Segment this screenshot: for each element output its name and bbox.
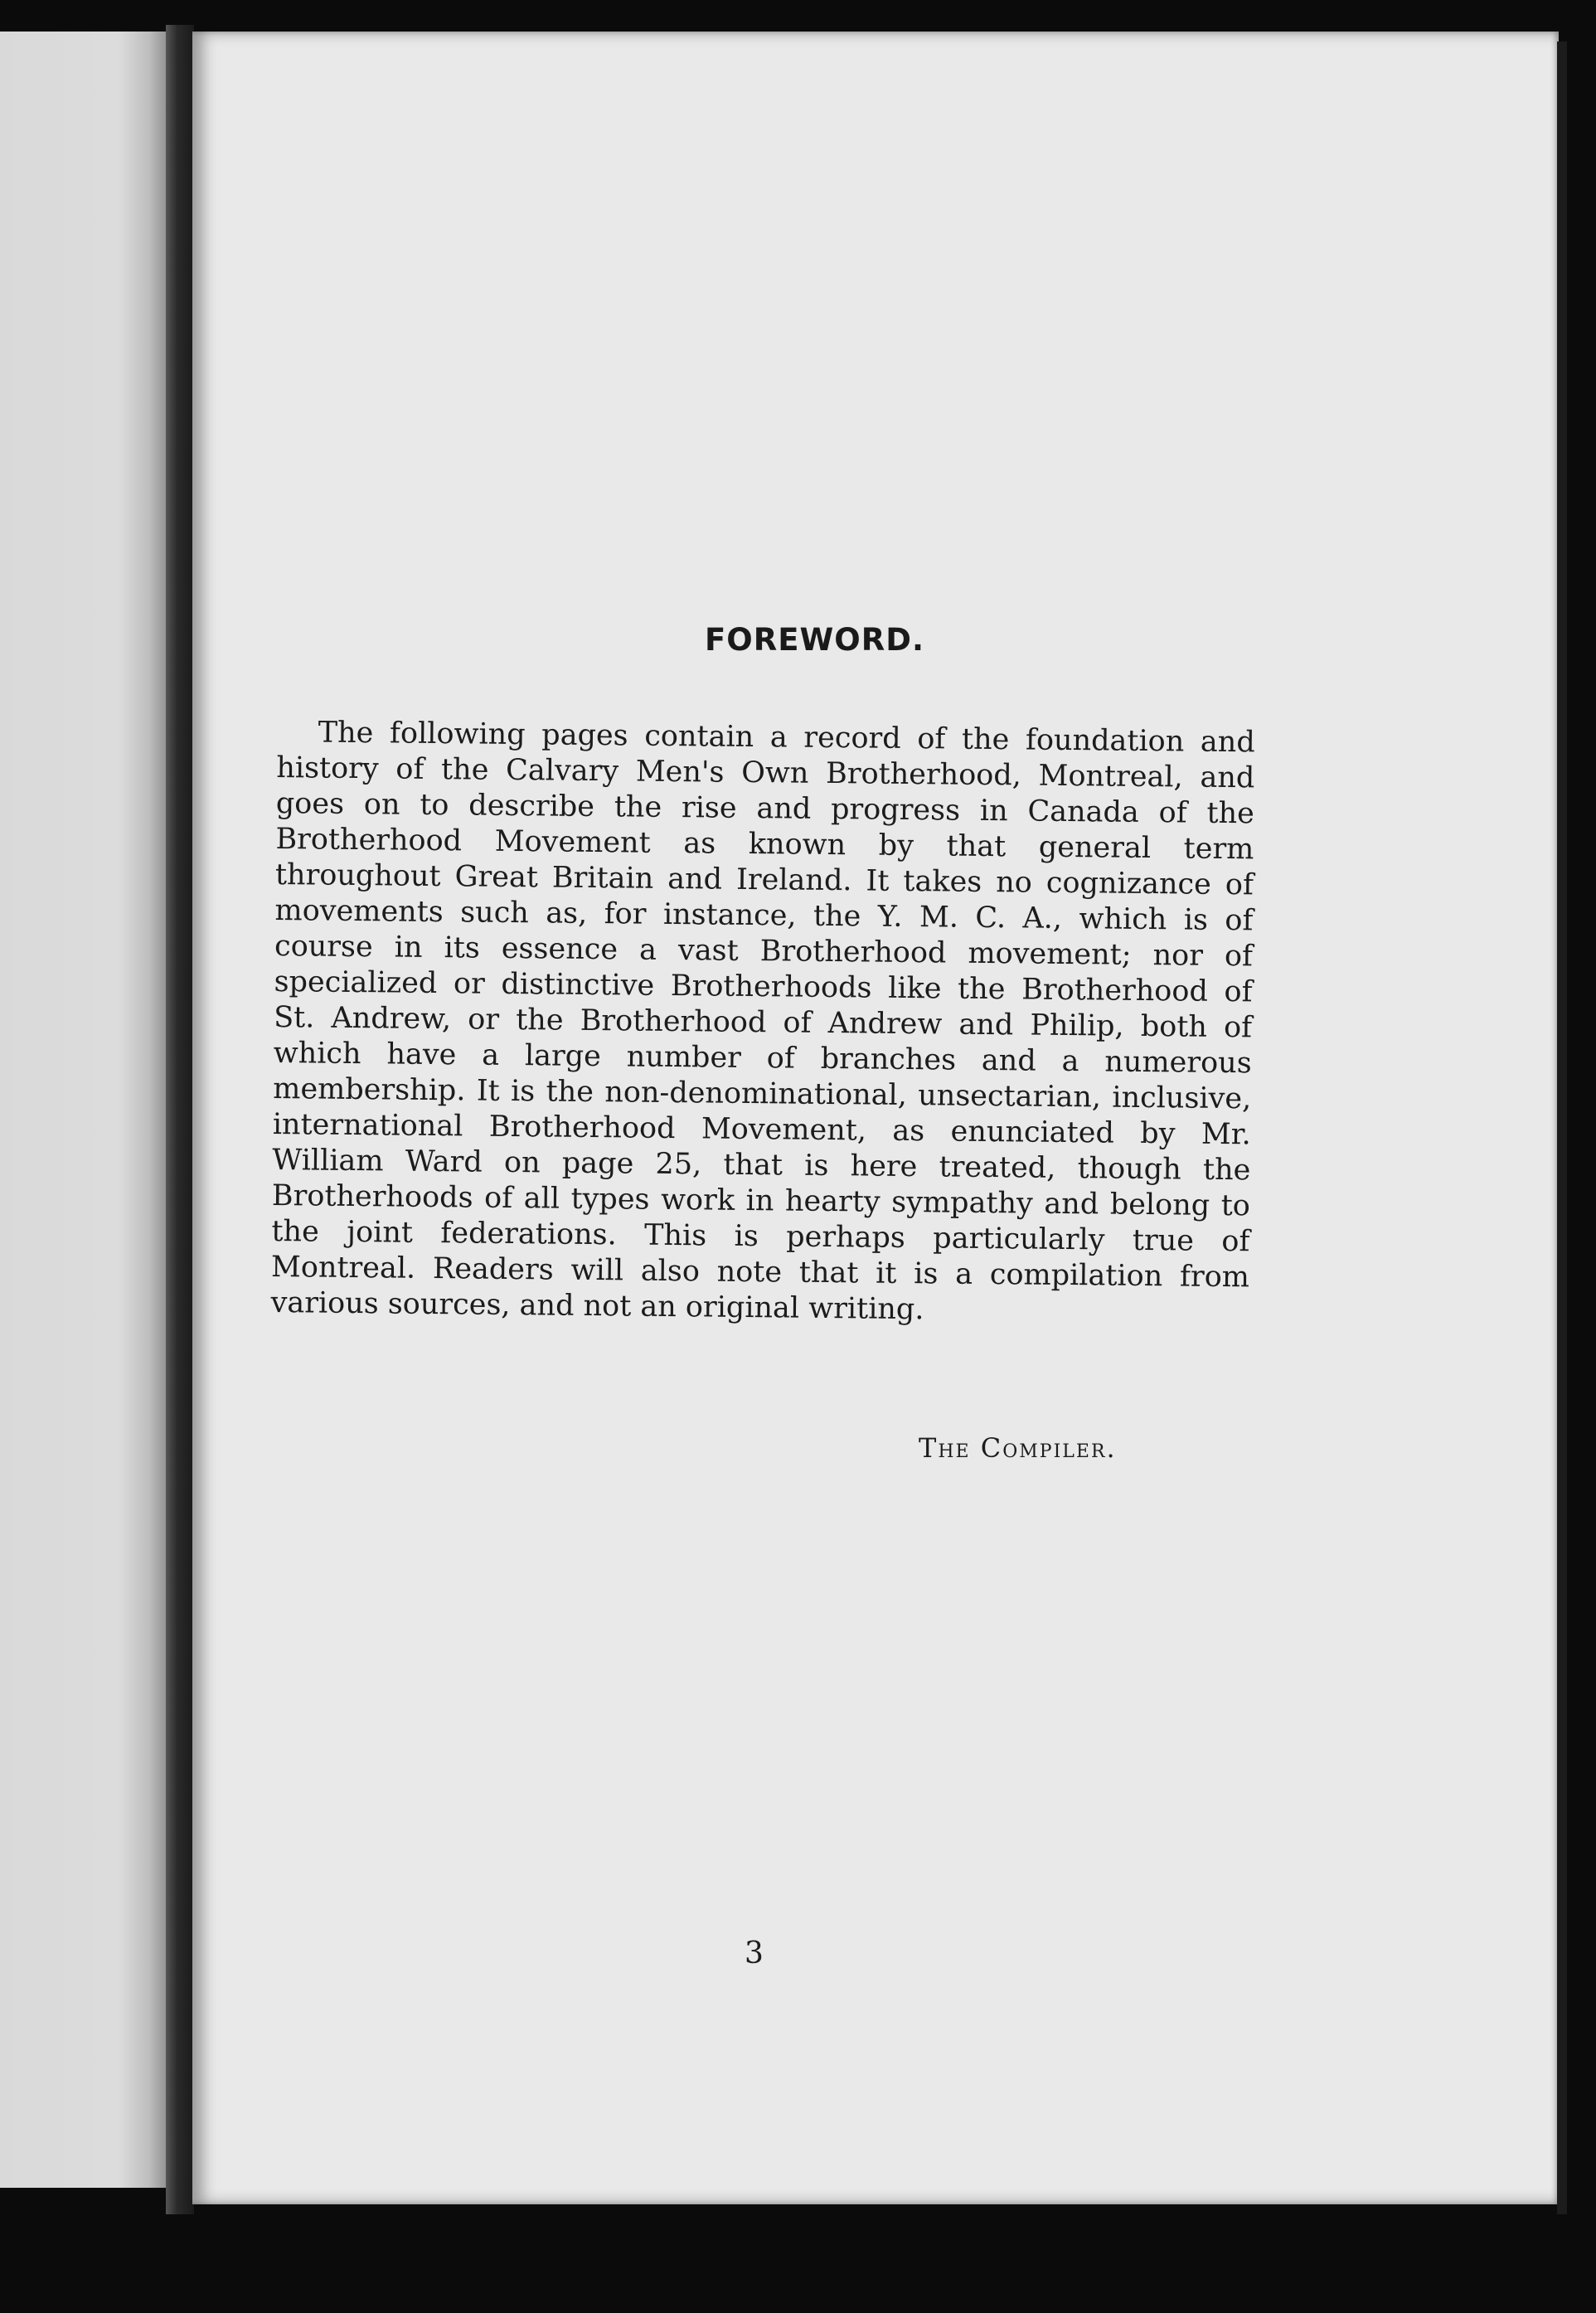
previous-page-edge <box>0 32 170 2188</box>
page-right-edge <box>1557 41 1567 2214</box>
foreword-body: The following pages contain a record of the foundation and history of the Calvary Men's Own Brotherhood, Montreal, and goes on to describe the rise and progress in Canada of the Brotherhood Movement as known by that general term throughout Great Britain and Ireland. It takes no cognizance of movements such as, for instance, the Y. M. C. A., which is of course in its essence a vast Brotherhood movement; nor of specialized or distinctive Brotherhoods like the Brotherhood of St. Andrew, or the Brotherhood of Andrew and Philip, both of which have a large number of branches and a numerous membership. It is the non-denominational, unsectarian, inclusive, international Brotherhood Movement, as enunciated by Mr. William Ward on page 25, that is here treated, though the Brotherhoods of all types work in hearty sympathy and belong to the joint federations. This is perhaps particularly true of Montreal. Readers will also note that it is a compilation from various sources, and not an original writing. <box>270 716 1255 1327</box>
book-gutter <box>166 25 194 2214</box>
compiler-signature: The Compiler. <box>919 1432 1117 1464</box>
page-number: 3 <box>745 1936 764 1970</box>
foreword-heading: FOREWORD. <box>704 622 925 658</box>
